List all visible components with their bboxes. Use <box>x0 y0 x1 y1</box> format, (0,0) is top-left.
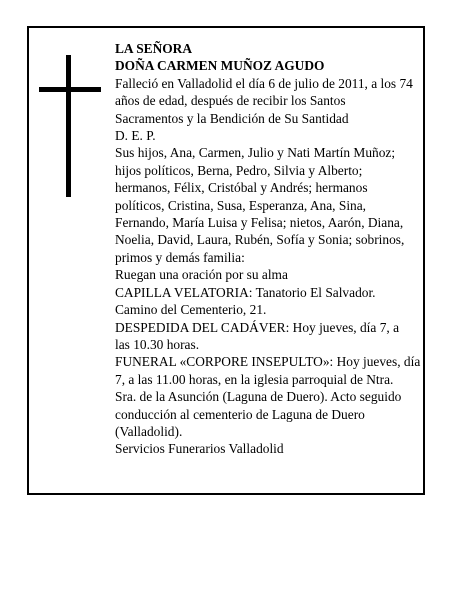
text-line: primos y demás familia: <box>115 249 245 265</box>
text-line: FUNERAL «CORPORE INSEPULTO»: Hoy jueves, día <box>115 354 421 370</box>
text-line: políticos, Cristina, Susa, Esperanza, Ana, Sina, <box>115 197 367 213</box>
text-line: Noelia, David, Laura, Rubén, Sofía y Sonia; sobrinos, <box>115 232 405 248</box>
text-line: (Valladolid). <box>115 423 183 439</box>
text-line: Ruegan una oración por su alma <box>115 267 288 283</box>
cross-vertical-bar <box>66 55 71 197</box>
notice-deceased-name: DOÑA CARMEN MUÑOZ AGUDO <box>115 58 325 74</box>
cross-icon <box>39 55 101 197</box>
text-line: Sus hijos, Ana, Carmen, Julio y Nati Martín Muñoz; <box>115 145 396 161</box>
text-line: Fernando, María Luisa y Felisa; nietos, Aarón, Diana, <box>115 215 404 231</box>
text-line: años de edad, después de recibir los Santos <box>115 93 346 109</box>
text-line: hijos políticos, Berna, Pedro, Silvia y Alberto; <box>115 162 363 178</box>
text-line: Sacramentos y la Bendición de Su Santidad <box>115 110 349 126</box>
text-line: conducción al cementerio de Laguna de Duero <box>115 406 365 422</box>
text-line: D. E. P. <box>115 128 156 144</box>
text-line: DESPEDIDA DEL CADÁVER: Hoy jueves, día 7, a <box>115 319 400 335</box>
text-line: Sra. de la Asunción (Laguna de Duero). Acto seguido <box>115 389 402 405</box>
text-line: Falleció en Valladolid el día 6 de julio de 2011, a los 74 <box>115 75 413 91</box>
text-line: hermanos, Félix, Cristóbal y Andrés; hermanos <box>115 180 368 196</box>
obituary-notice <box>27 26 425 495</box>
cross-horizontal-bar <box>39 87 101 92</box>
text-line: las 10.30 horas. <box>115 336 200 352</box>
text-line: 7, a las 11.00 horas, en la iglesia parroquial de Ntra. <box>115 371 394 387</box>
notice-text <box>115 40 429 458</box>
text-line: CAPILLA VELATORIA: Tanatorio El Salvador. <box>115 284 376 300</box>
text-line: Servicios Funerarios Valladolid <box>115 441 284 457</box>
notice-heading-title: LA SEÑORA <box>115 41 193 56</box>
text-line: Camino del Cementerio, 21. <box>115 302 267 318</box>
